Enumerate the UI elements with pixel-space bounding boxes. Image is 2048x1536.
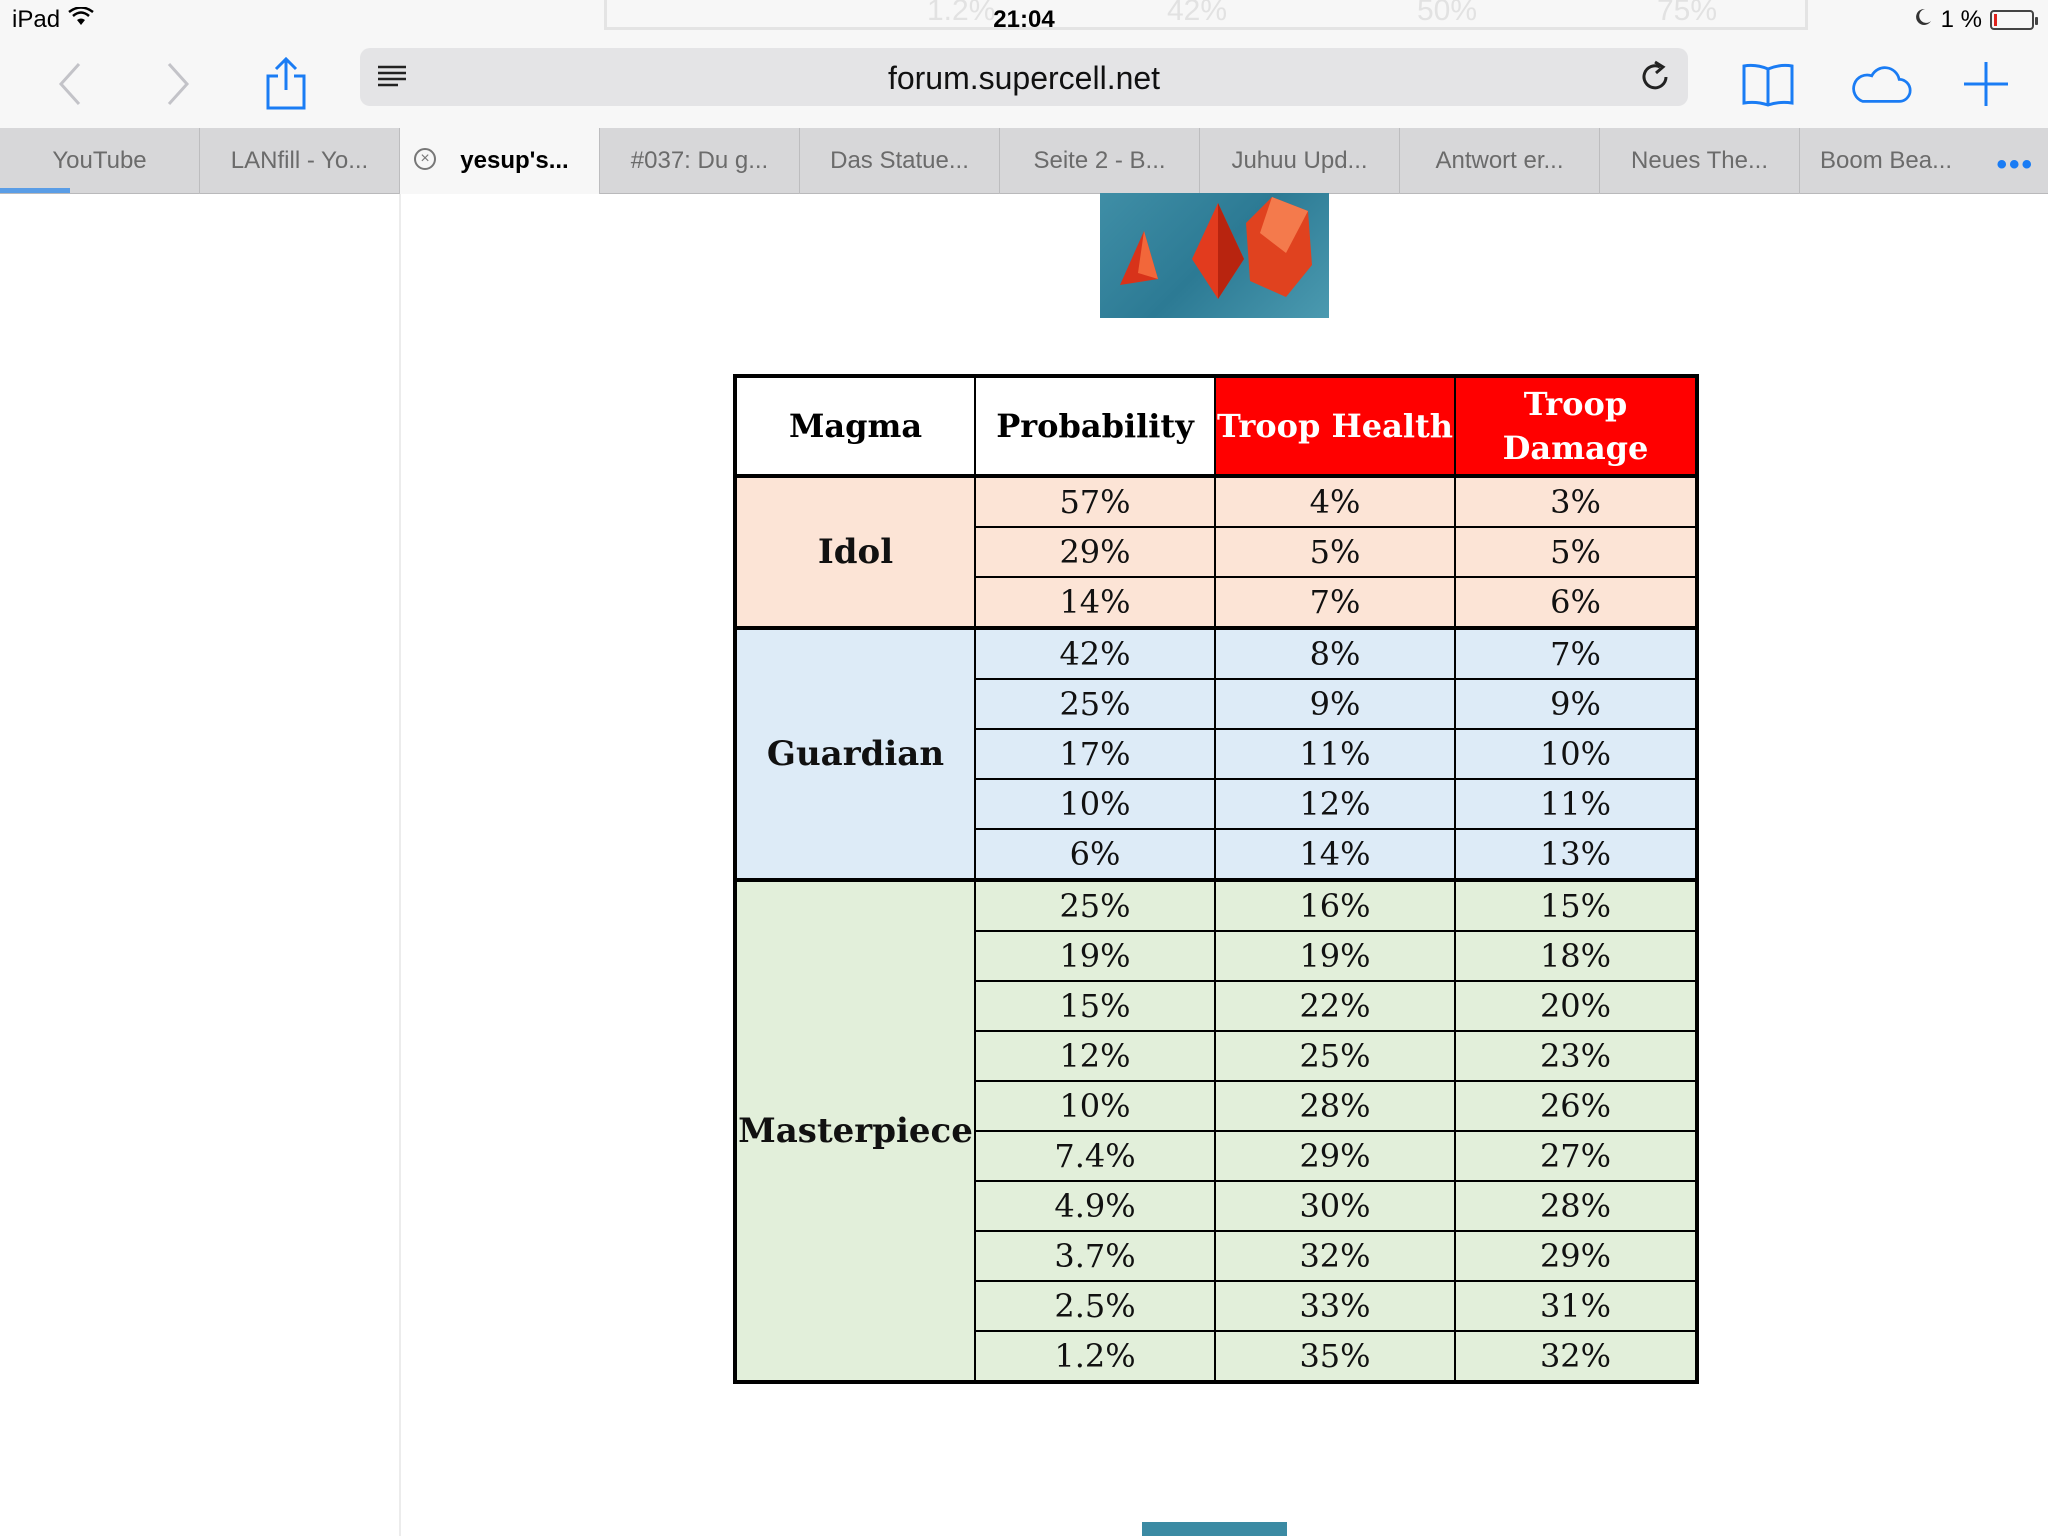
back-icon[interactable] — [38, 52, 102, 116]
troop-health-cell: 11% — [1215, 729, 1455, 779]
probability-cell: 25% — [975, 679, 1215, 729]
troop-health-cell: 4% — [1215, 476, 1455, 527]
tab-bar — [0, 128, 2048, 194]
troop-health-cell: 16% — [1215, 880, 1455, 931]
troop-damage-cell: 29% — [1455, 1231, 1697, 1281]
group-label-guardian: Guardian — [735, 628, 975, 880]
troop-health-cell: 19% — [1215, 931, 1455, 981]
tab-label: LANfill - Yo... — [230, 147, 369, 174]
tab-label: Das Statue... — [830, 147, 969, 174]
probability-cell: 3.7% — [975, 1231, 1215, 1281]
troop-health-cell: 22% — [1215, 981, 1455, 1031]
troop-health-cell: 12% — [1215, 779, 1455, 829]
tab-das-statue[interactable] — [800, 128, 1000, 194]
probability-cell: 14% — [975, 577, 1215, 628]
table-header-row — [735, 376, 1697, 476]
bookmarks-icon[interactable] — [1736, 52, 1800, 116]
ghost-value: 1.2% — [927, 0, 996, 27]
tab-seite-2[interactable] — [1000, 128, 1200, 194]
troop-damage-cell: 23% — [1455, 1031, 1697, 1081]
magma-statue-table — [733, 374, 1695, 1384]
tab-antwort[interactable] — [1400, 128, 1600, 194]
probability-cell: 4.9% — [975, 1181, 1215, 1231]
troop-damage-cell: 31% — [1455, 1281, 1697, 1331]
tab-neues-thema[interactable] — [1600, 128, 1800, 194]
tab-juhuu[interactable] — [1200, 128, 1400, 194]
probability-cell: 12% — [975, 1031, 1215, 1081]
close-tab-icon[interactable]: × — [414, 148, 436, 170]
troop-health-cell: 9% — [1215, 679, 1455, 729]
probability-cell: 15% — [975, 981, 1215, 1031]
device-label: iPad — [12, 6, 61, 33]
battery-icon — [1990, 10, 2034, 30]
new-tab-icon[interactable] — [1954, 52, 2018, 116]
tab-label: #037: Du g... — [630, 147, 769, 174]
troop-health-cell: 30% — [1215, 1181, 1455, 1231]
header-troop-damage: Troop Damage — [1455, 376, 1697, 476]
troop-damage-cell: 13% — [1455, 829, 1697, 880]
troop-health-cell: 32% — [1215, 1231, 1455, 1281]
more-tabs-icon[interactable]: ••• — [1996, 148, 2034, 181]
probability-cell: 6% — [975, 829, 1215, 880]
troop-damage-cell: 26% — [1455, 1081, 1697, 1131]
troop-damage-cell: 20% — [1455, 981, 1697, 1031]
troop-health-cell: 28% — [1215, 1081, 1455, 1131]
troop-damage-cell: 18% — [1455, 931, 1697, 981]
tab-label: Juhuu Upd... — [1231, 147, 1368, 174]
ghost-value: 50% — [1417, 0, 1478, 27]
reload-icon[interactable] — [1638, 60, 1672, 99]
probability-cell: 1.2% — [975, 1331, 1215, 1382]
status-time: 21:04 — [993, 6, 1055, 33]
troop-damage-cell: 32% — [1455, 1331, 1697, 1382]
table-row — [735, 476, 1697, 527]
troop-damage-cell: 5% — [1455, 527, 1697, 577]
browser-toolbar — [0, 40, 2048, 128]
troop-damage-cell: 27% — [1455, 1131, 1697, 1181]
troop-health-cell: 35% — [1215, 1331, 1455, 1382]
troop-damage-cell: 11% — [1455, 779, 1697, 829]
magma-gems-image — [1100, 193, 1329, 318]
table — [733, 374, 1699, 1384]
header-magma: Magma — [735, 376, 975, 476]
ghost-value: 42% — [1167, 0, 1228, 27]
probability-cell: 7.4% — [975, 1131, 1215, 1181]
troop-damage-cell: 6% — [1455, 577, 1697, 628]
ghost-value: 75% — [1657, 0, 1718, 27]
troop-health-cell: 14% — [1215, 829, 1455, 880]
troop-damage-cell: 9% — [1455, 679, 1697, 729]
sidebar-divider — [399, 194, 401, 1536]
status-right — [1913, 6, 2034, 34]
moon-icon — [1913, 6, 1933, 34]
troop-health-cell: 8% — [1215, 628, 1455, 679]
tab-label: YouTube — [52, 147, 147, 174]
probability-cell: 57% — [975, 476, 1215, 527]
probability-cell: 10% — [975, 779, 1215, 829]
table-row — [735, 628, 1697, 679]
battery-level — [1994, 14, 1997, 26]
troop-health-cell: 29% — [1215, 1131, 1455, 1181]
group-label-masterpiece: Masterpiece — [735, 880, 975, 1382]
tab-037[interactable] — [600, 128, 800, 194]
troop-health-cell: 33% — [1215, 1281, 1455, 1331]
tab-label: Seite 2 - B... — [1033, 147, 1166, 174]
troop-damage-cell: 15% — [1455, 880, 1697, 931]
cloud-tabs-icon[interactable] — [1848, 52, 1912, 116]
next-image-preview — [1142, 1522, 1287, 1536]
troop-health-cell: 25% — [1215, 1031, 1455, 1081]
probability-cell: 2.5% — [975, 1281, 1215, 1331]
troop-health-cell: 5% — [1215, 527, 1455, 577]
tab-label: Neues The... — [1631, 147, 1768, 174]
tab-label: Boom Bea... — [1820, 147, 1953, 174]
header-probability: Probability — [975, 376, 1215, 476]
share-icon[interactable] — [254, 52, 318, 116]
tab-label: Antwort er... — [1435, 147, 1564, 174]
probability-cell: 42% — [975, 628, 1215, 679]
probability-cell: 19% — [975, 931, 1215, 981]
tab-yesups[interactable] — [400, 128, 600, 194]
troop-damage-cell: 7% — [1455, 628, 1697, 679]
forward-icon[interactable] — [146, 52, 210, 116]
probability-cell: 10% — [975, 1081, 1215, 1131]
tab-lanfill[interactable] — [200, 128, 400, 194]
tab-label: yesup's... — [460, 147, 569, 174]
probability-cell: 17% — [975, 729, 1215, 779]
group-label-idol: Idol — [735, 476, 975, 628]
status-bar — [0, 0, 2048, 40]
tab-youtube[interactable] — [0, 128, 200, 194]
probability-cell: 29% — [975, 527, 1215, 577]
gem-icon — [1100, 193, 1329, 318]
troop-damage-cell: 3% — [1455, 476, 1697, 527]
probability-cell: 25% — [975, 880, 1215, 931]
page-load-progress — [0, 188, 70, 193]
header-troop-health: Troop Health — [1215, 376, 1455, 476]
troop-damage-cell: 28% — [1455, 1181, 1697, 1231]
troop-health-cell: 7% — [1215, 577, 1455, 628]
url-text[interactable]: forum.supercell.net — [887, 60, 1161, 96]
address-bar[interactable] — [360, 48, 1688, 106]
troop-damage-cell: 10% — [1455, 729, 1697, 779]
battery-percent: 1 % — [1940, 6, 1982, 33]
table-row — [735, 880, 1697, 931]
